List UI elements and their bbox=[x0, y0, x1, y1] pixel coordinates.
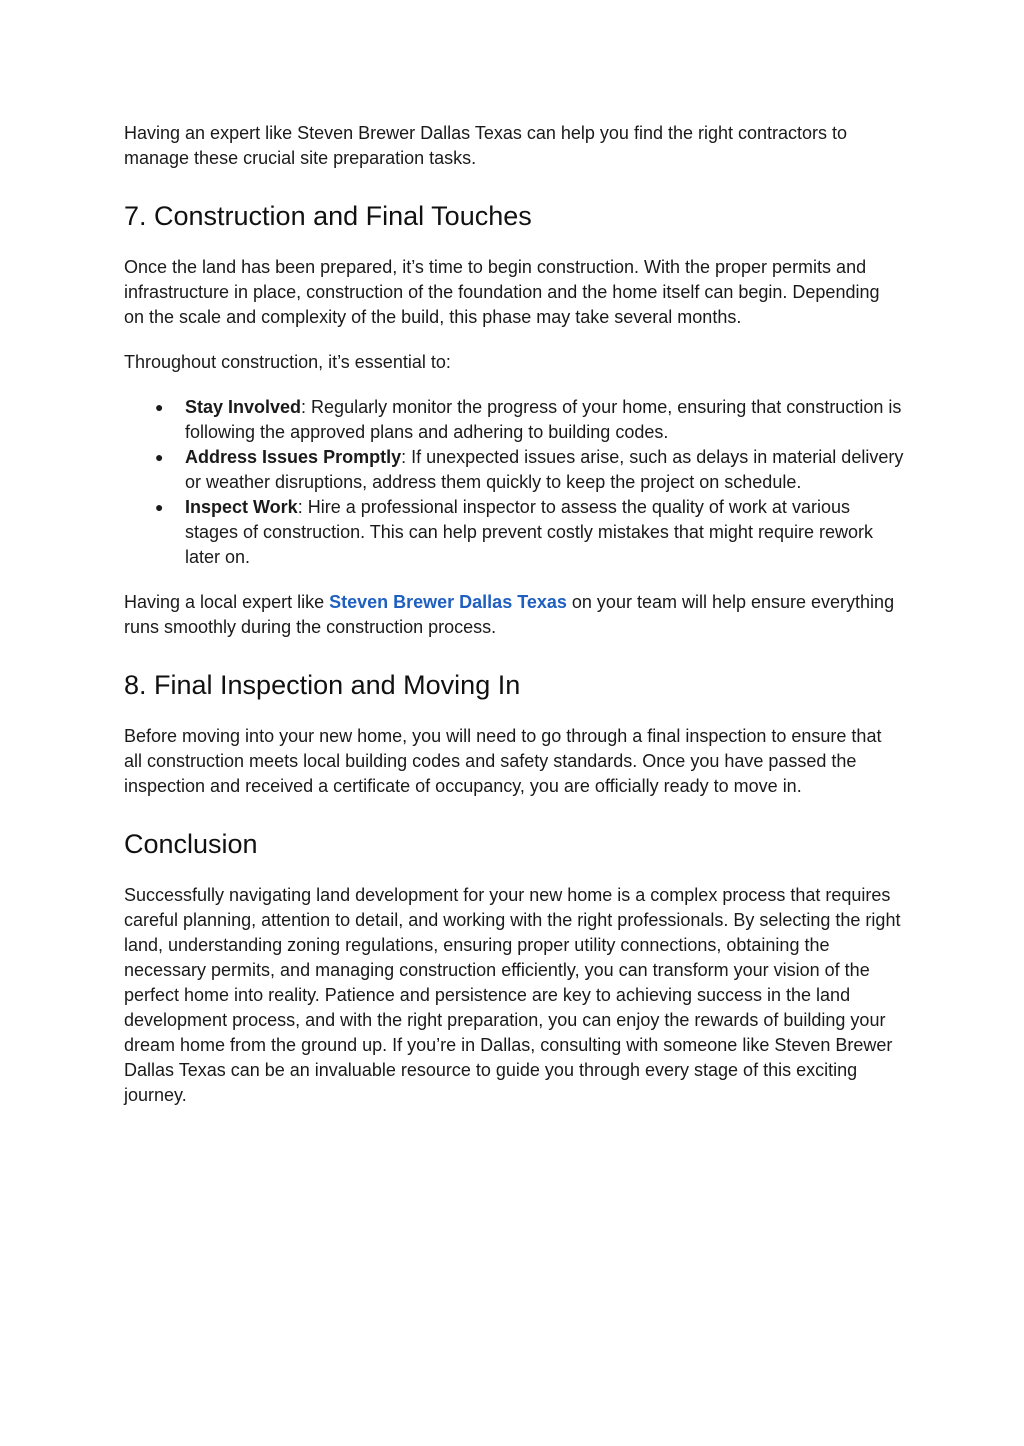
list-item-term: Inspect Work bbox=[185, 497, 298, 517]
list-item-text: : If unexpected issues arise, such as delays in material delivery or weather disruptions, address them quickly to keep the project on schedule. bbox=[185, 447, 904, 492]
section-8-heading: 8. Final Inspection and Moving In bbox=[124, 670, 521, 700]
document-page bbox=[124, 121, 904, 1108]
list-item bbox=[124, 495, 904, 570]
bullet-icon: ● bbox=[155, 499, 164, 515]
list-item-text: : Hire a professional inspector to assess the quality of work at various stages of construction. This can help prevent costly mistakes that might require rework later on. bbox=[185, 497, 873, 567]
list-item bbox=[124, 395, 904, 445]
list-item-term: Address Issues Promptly bbox=[185, 447, 402, 467]
bullet-icon: ● bbox=[155, 449, 164, 465]
section-7-closing-paragraph bbox=[124, 590, 904, 640]
section-8-paragraph: Before moving into your new home, you will need to go through a final inspection to ensure that all construction meets local building codes and safety standards. Once you have passed the inspection and received a certificate of occupancy, you are officially ready to move in. bbox=[124, 726, 882, 796]
closing-text-before: Having a local expert like bbox=[124, 592, 330, 612]
steven-brewer-link[interactable]: Steven Brewer Dallas Texas bbox=[329, 592, 567, 612]
list-item-term: Stay Involved bbox=[185, 397, 302, 417]
intro-paragraph: Having an expert like Steven Brewer Dallas Texas can help you find the right contractors to manage these crucial site preparation tasks. bbox=[124, 123, 848, 168]
section-7-heading: 7. Construction and Final Touches bbox=[124, 201, 532, 231]
construction-tips-list bbox=[124, 395, 904, 570]
list-item-text: : Regularly monitor the progress of your home, ensuring that construction is following the approved plans and adhering to building codes. bbox=[185, 397, 902, 442]
closing-text-after: on your team will help ensure everything runs smoothly during the construction process. bbox=[124, 592, 895, 637]
list-item bbox=[124, 445, 904, 495]
conclusion-paragraph: Successfully navigating land development for your new home is a complex process that requires careful planning, attention to detail, and working with the right professionals. By selecting the right land, understanding zoning regulations, ensuring proper utility connections, obtaining the necessary permits, and managing construction efficiently, you can transform your vision of the perfect home into reality. Patience and persistence are key to achieving success in the land development process, and with the right preparation, you can enjoy the rewards of building your dream home from the ground up. If you’re in Dallas, consulting with someone like Steven Brewer Dallas Texas can be an invaluable resource to guide you through every stage of this exciting journey. bbox=[124, 885, 901, 1105]
section-7-paragraph-2: Throughout construction, it’s essential to: bbox=[124, 352, 451, 372]
bullet-icon: ● bbox=[155, 399, 164, 415]
section-7-paragraph-1: Once the land has been prepared, it’s time to begin construction. With the proper permits and infrastructure in place, construction of the foundation and the home itself can begin. Depending on the scale and complexity of the build, this phase may take several months. bbox=[124, 257, 880, 327]
conclusion-heading: Conclusion bbox=[124, 829, 258, 859]
